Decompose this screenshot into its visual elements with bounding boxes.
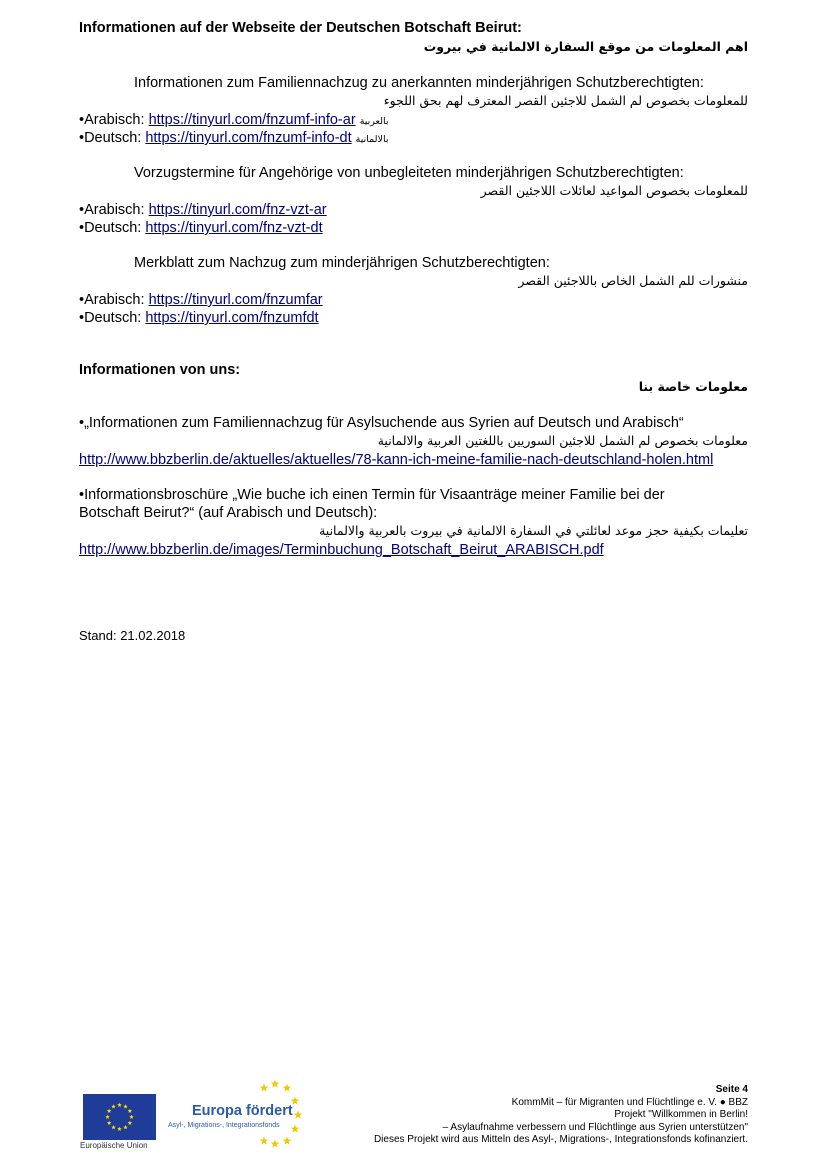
star-icon — [271, 1140, 280, 1148]
page-number: Seite 4 — [715, 1084, 748, 1095]
block2-arabic-row — [79, 201, 327, 219]
section2-title-ar: معلومات خاصة بنا — [638, 379, 748, 394]
section1-title: Informationen auf der Webseite der Deutschen Botschaft Beirut: — [79, 20, 522, 36]
eu-caption: Europäische Union — [80, 1141, 148, 1150]
link-fnz-vzt-ar[interactable]: https://tinyurl.com/fnz-vzt-ar — [148, 202, 327, 218]
section2-title: Informationen von uns: — [79, 362, 241, 378]
item2-text-ar: تعليمات بكيفية حجز موعد لعائلتي في السفارة الالمانية في بيروت بالعربية والالمانية — [319, 523, 748, 538]
block1-heading: Informationen zum Familiennachzug zu anerkannten minderjährigen Schutzberechtigten: — [134, 75, 704, 91]
star-icon — [111, 1104, 116, 1108]
footer-line1: KommMit – für Migranten und Flüchtlinge e. V. ● BBZ — [511, 1096, 748, 1108]
link-fnzumf-info-ar[interactable]: https://tinyurl.com/fnzumf-info-ar — [148, 112, 356, 128]
label: •Arabisch: — [79, 202, 149, 218]
star-icon — [271, 1080, 280, 1088]
star-icon — [105, 1115, 110, 1119]
star-icon — [123, 1104, 128, 1108]
block3-arabic-row — [79, 291, 323, 309]
eu-stars-icon — [83, 1094, 156, 1140]
item2-text1: •Informationsbroschüre „Wie buche ich einen Termin für Visaanträge meiner Familie bei der — [79, 487, 665, 503]
link-fnz-vzt-dt[interactable]: https://tinyurl.com/fnz-vzt-dt — [145, 220, 323, 236]
europa-foerdert-sub: Asyl-, Migrations-, Integrationsfonds — [168, 1122, 280, 1129]
stand-date: Stand: 21.02.2018 — [79, 628, 186, 643]
block1-arabic-row — [79, 111, 389, 131]
europa-foerdert-logo: Europa fördert — [192, 1103, 293, 1119]
label: •Arabisch: — [79, 292, 149, 308]
star-icon — [283, 1084, 292, 1092]
star-icon — [260, 1084, 269, 1092]
footer-line3: – Asylaufnahme verbessern und Flüchtlinge aus Syrien unterstützen" — [442, 1121, 748, 1133]
footer-line4: Dieses Projekt wird aus Mitteln des Asyl-, Migrations-, Integrationsfonds kofinanziert. — [373, 1134, 748, 1145]
star-icon — [117, 1103, 122, 1107]
block3-heading: Merkblatt zum Nachzug zum minderjährigen Schutzberechtigten: — [134, 255, 550, 271]
item2-link-row — [79, 541, 604, 559]
item1-link[interactable]: http://www.bbzberlin.de/aktuelles/aktuelles/78-kann-ich-meine-familie-nach-deutschland-holen.html — [79, 452, 714, 468]
star-icon — [291, 1125, 300, 1133]
star-icon — [129, 1115, 134, 1119]
label: •Deutsch: — [79, 130, 146, 146]
label: •Arabisch: — [79, 112, 149, 128]
note-de: بالالمانية — [355, 134, 389, 145]
label: •Deutsch: — [79, 310, 146, 326]
link-fnzumfdt[interactable]: https://tinyurl.com/fnzumfdt — [145, 310, 319, 326]
block2-deutsch-row — [79, 219, 323, 237]
block1-deutsch-row — [79, 129, 389, 149]
block1-heading-ar: للمعلومات بخصوص لم الشمل للاجئين القصر المعترف لهم بحق اللجوء — [383, 93, 748, 108]
section1-title-ar: اهم المعلومات من موقع السفارة الالمانية في بيروت — [423, 39, 748, 54]
block3-heading-ar: منشورات للم الشمل الخاص باللاجئين القصر — [518, 273, 748, 288]
star-icon — [107, 1109, 112, 1113]
star-icon — [111, 1125, 116, 1129]
star-icon — [128, 1109, 133, 1113]
label: •Deutsch: — [79, 220, 146, 236]
item1-link-row — [79, 451, 713, 469]
block3-deutsch-row — [79, 309, 319, 327]
item2-text2: Botschaft Beirut?“ (auf Arabisch und Deutsch): — [79, 505, 378, 521]
item2-link[interactable]: http://www.bbzberlin.de/images/Terminbuchung_Botschaft_Beirut_ARABISCH.pdf — [79, 542, 604, 558]
footer-line2: Projekt "Willkommen in Berlin! — [614, 1109, 748, 1120]
star-icon — [107, 1121, 112, 1125]
star-icon — [128, 1121, 133, 1125]
block2-heading-ar: للمعلومات بخصوص المواعيد لعائلات اللاجئين القصر — [480, 183, 748, 198]
link-fnzumf-info-dt[interactable]: https://tinyurl.com/fnzumf-info-dt — [145, 130, 352, 146]
item1-text: •„Informationen zum Familiennachzug für Asylsuchende aus Syrien auf Deutsch und Arabisch“ — [79, 415, 684, 431]
star-icon — [117, 1127, 122, 1131]
link-fnzumfar[interactable]: https://tinyurl.com/fnzumfar — [148, 292, 323, 308]
eu-flag-logo — [83, 1094, 156, 1140]
item1-text-ar: معلومات بخصوص لم الشمل للاجئين السوريين باللغتين العربية والالمانية — [377, 433, 748, 448]
star-icon — [260, 1137, 269, 1145]
star-icon — [123, 1125, 128, 1129]
note-ar: بالعربية — [359, 116, 389, 127]
star-icon — [294, 1111, 303, 1119]
star-icon — [283, 1137, 292, 1145]
footer — [374, 1084, 748, 1147]
block2-heading: Vorzugstermine für Angehörige von unbegleiteten minderjährigen Schutzberechtigten: — [134, 165, 684, 181]
